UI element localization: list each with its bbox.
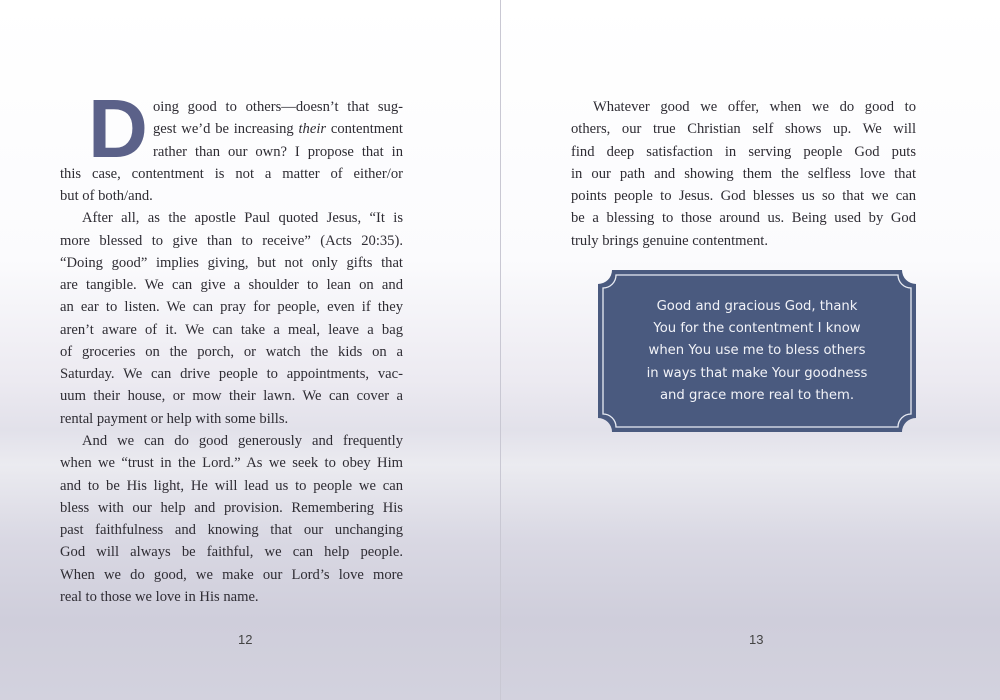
text-line — [60, 207, 403, 229]
prayer-line: You for the contentment I know — [653, 321, 861, 337]
text-segment: And we can do good generously and frequently — [82, 432, 403, 449]
body-text — [60, 96, 403, 608]
text-segment: more blessed to give than to receive” (Acts 20:35). — [60, 232, 403, 249]
text-segment: After all, as the apostle Paul quoted Jesus, “It is — [82, 210, 403, 227]
text-line — [60, 296, 403, 318]
text-line — [60, 519, 403, 541]
text-segment: truly brings genuine contentment. — [571, 232, 768, 249]
page-number: 13 — [749, 632, 764, 647]
body-text — [571, 96, 916, 252]
text-line — [60, 341, 403, 363]
text-segment: rental payment or help with some bills. — [60, 410, 289, 427]
drop-cap: D — [88, 82, 148, 175]
text-segment: points people to Jesus. God blesses us so that we can — [571, 188, 916, 205]
text-segment: rather than our own? I propose that in — [153, 143, 403, 160]
text-line — [60, 141, 403, 163]
text-segment: past faithfulness and knowing that our unchanging — [60, 522, 403, 539]
text-segment: God will always be faithful, we can help people. — [60, 544, 403, 561]
text-line — [571, 118, 916, 140]
page-number: 12 — [238, 632, 253, 647]
text-line — [60, 430, 403, 452]
text-line — [60, 230, 403, 252]
text-segment: uum their house, or mow their lawn. We can cover a — [60, 388, 403, 405]
text-segment: oing good to others—doesn’t that sug- — [153, 99, 403, 115]
text-segment: real to those we love in His name. — [60, 588, 259, 605]
text-segment: be a blessing to those around us. Being used by God — [571, 210, 916, 227]
prayer-box — [598, 270, 916, 432]
text-line — [60, 541, 403, 563]
text-line — [571, 185, 916, 207]
text-line — [571, 230, 916, 252]
prayer-line: and grace more real to them. — [659, 387, 855, 403]
text-segment: When we do good, we make our Lord’s love more — [60, 566, 403, 583]
text-line — [571, 207, 916, 229]
text-line — [60, 185, 403, 207]
text-line — [60, 564, 403, 586]
text-line — [60, 252, 403, 274]
text-line — [60, 163, 403, 185]
text-line — [60, 452, 403, 474]
text-line — [60, 274, 403, 296]
prayer-line: when You use me to bless others — [648, 343, 866, 359]
text-line — [571, 163, 916, 185]
text-segment: contentment — [326, 121, 403, 138]
text-segment: others, our true Christian self shows up. We will — [571, 121, 916, 138]
text-segment: when we “trust in the Lord.” As we seek to obey Him — [60, 455, 403, 472]
text-line — [60, 475, 403, 497]
text-segment: an ear to listen. We can pray for people, even if they — [60, 299, 403, 316]
text-line — [60, 363, 403, 385]
text-segment: Saturday. We can drive people to appointments, vac- — [60, 366, 403, 383]
text-line — [571, 96, 916, 118]
right-page — [501, 0, 1000, 700]
text-segment: “Doing good” implies giving, but not only gifts that — [60, 254, 403, 271]
text-line — [60, 385, 403, 407]
text-segment: bless with our help and provision. Remembering His — [60, 499, 403, 516]
text-segment: are tangible. We can give a shoulder to lean on and — [60, 277, 403, 294]
emphasis-text: their — [298, 121, 327, 138]
text-segment: of groceries on the porch, or watch the kids on a — [60, 343, 403, 360]
text-segment: Whatever good we offer, when we do good to — [593, 99, 916, 115]
text-segment: in our path and showing them the selfless love that — [571, 165, 916, 182]
text-segment: this case, contentment is not a matter of either/or — [60, 165, 403, 182]
text-line — [60, 96, 403, 118]
text-segment: and to be His light, He will lead us to people we can — [60, 477, 403, 494]
text-segment: find deep satisfaction in serving people God puts — [571, 143, 916, 160]
prayer-line: Good and gracious God, thank — [656, 299, 858, 314]
text-line — [60, 497, 403, 519]
prayer-text — [598, 296, 916, 407]
text-line — [60, 586, 403, 608]
text-line — [60, 118, 403, 140]
text-segment: gest we’d be increasing — [153, 121, 299, 138]
text-line — [60, 408, 403, 430]
text-line — [60, 319, 403, 341]
text-segment: aren’t aware of it. We can take a meal, leave a bag — [60, 321, 403, 338]
prayer-line: in ways that make Your goodness — [646, 365, 868, 381]
text-line — [571, 141, 916, 163]
text-segment: but of both/and. — [60, 188, 153, 205]
